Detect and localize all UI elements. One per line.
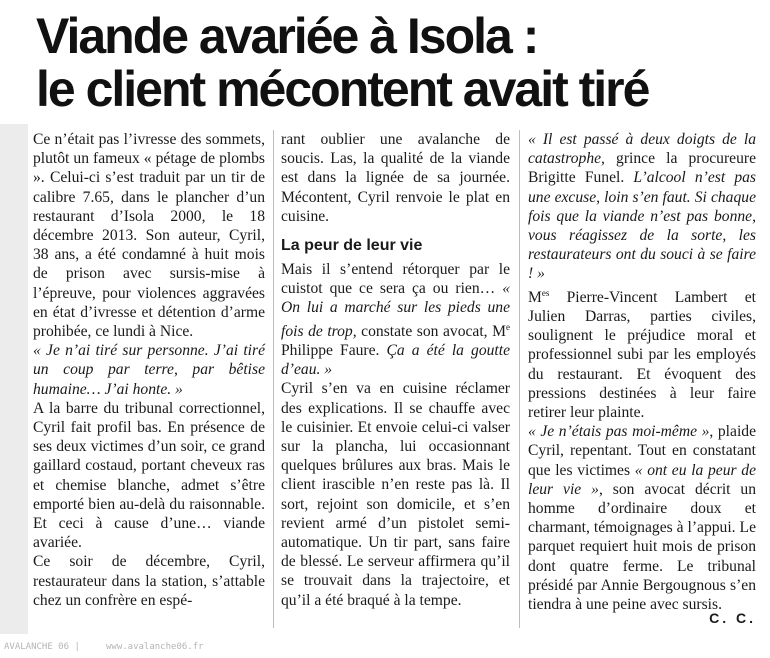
text-run: , plaide Cyril, repentant. Tout en constatant que les victimes (528, 423, 756, 479)
article-subheading: La peur de leur vie (281, 237, 423, 255)
article-headline (36, 10, 766, 116)
paragraph-5 (281, 260, 510, 379)
text-run: Pierre-Vincent Lambert et Julien Darras, parties civiles, soulignent le préjudice moral et professionnel subi par les employés du restaurant. Et évoquent des pressions destinées à leur faire retirer leur plainte. (528, 288, 756, 422)
paragraph-9 (528, 422, 756, 614)
text-run: M (528, 288, 542, 306)
paragraph-4: rant oublier une avalanche de soucis. Las, la qualité de la viande est dans la lignée de sa journée. Mécontent, Cyril renvoie le plat en cuisine. (281, 131, 510, 225)
quote-run: « Il est passé à deux doigts de la catastrophe, (528, 131, 756, 168)
superscript: es (541, 287, 550, 298)
text-run: constate son avocat, M (356, 322, 506, 340)
superscript: e (505, 321, 510, 332)
paragraph-8 (528, 284, 756, 423)
paragraph-1: Ce n’était pas l’ivresse des sommets, plutôt un fameux « pétage de plombs ». Celui-ci s’est traduit par un tir de calibre 7.65, dans le plancher d’un restaurant d’Isola 2000, le 18 décembre 2013. Son auteur, Cyril, 38 ans, a été condamné à huit mois de prison avec sursis-mise à l’épreuve, pour violences aggravées en état d’ivresse et détention d’arme prohibée, ce lundi à Nice. (33, 131, 265, 341)
paragraph-2: A la barre du tribunal correctionnel, Cyril fait profil bas. En présence de ses deux victimes d’un soir, ce grand gaillard costaud, portant cheveux ras et chemise blanche, admet s’être emporté bien au-delà du raisonnable. Et ceci à cause d’une… viande avariée. (33, 399, 265, 552)
headline-line-2: le client mécontent avait tiré (36, 61, 649, 117)
paragraph-6: Cyril s’en va en cuisine réclamer des explications. Il se chauffe avec le cuisinier. Et envoie celui-ci valser sur la plancha, lui occasionnant quelques brûlures aux bras. Mais le client irascible n’en reste pas là. Il sort, rejoint son domicile, et s’en revient armé d’un pistolet semi-automatique. Un tir part, sans faire de blessé. Le serveur affirmera qu’il se trouvait dans la trajectoire, et qu’il a été braqué à la tempe. (281, 380, 510, 609)
text-run: Mais il s’entend rétorquer par le cuistot que ce sera ça ou rien… (281, 261, 510, 298)
quote-run: Ça a été la goutte d’eau. » (281, 342, 510, 379)
column-divider-2 (519, 130, 520, 628)
headline-line-1: Viande avariée à Isola : (36, 8, 538, 64)
article-column-2 (281, 130, 510, 610)
text-run: grince la procureure Brigitte Funel. (528, 150, 756, 187)
quote-run: « Je n’étais pas moi-même » (528, 423, 710, 441)
quote-run: « On lui a marché sur les pieds une fois de trop, (281, 280, 510, 340)
text-run: , son avocat décrit un homme d’ordinaire doux et charmant, témoignages à l’appui. Le parquet requiert huit mois de prison dont quatre ferme. Le tribunal présidé par Annie Bergougnous s’en tiendra à une peine avec sursis. (528, 480, 757, 614)
quote-run: L’alcool n’est pas une excuse, loin s’en faut. Si chaque fois que la viande n’est pas bonne, vous réagissez de la sorte, les restaurateurs ont du souci à se faire ! » (528, 169, 756, 283)
footer-left-text: AVALANCHE 06 | (4, 642, 80, 652)
page-footer (0, 636, 770, 658)
quote-1: « Je n’ai tiré sur personne. J’ai tiré un coup par terre, par bêtise humaine… J’ai honte. » (33, 342, 265, 398)
footer-watermark: www.avalanche06.fr (106, 642, 204, 652)
quote-run: « ont eu la peur de leur vie » (528, 461, 756, 498)
article-column-3 (528, 130, 756, 614)
left-margin-strip (0, 124, 28, 634)
column-divider-1 (273, 130, 274, 628)
paragraph-7 (528, 130, 756, 284)
author-signature: C. C. (709, 610, 756, 626)
text-run: Philippe Faure. (281, 342, 387, 360)
paragraph-3: Ce soir de décembre, Cyril, restaurateur dans la station, s’attable chez un confrère en espé- (33, 553, 265, 609)
article-column-1 (33, 130, 265, 610)
